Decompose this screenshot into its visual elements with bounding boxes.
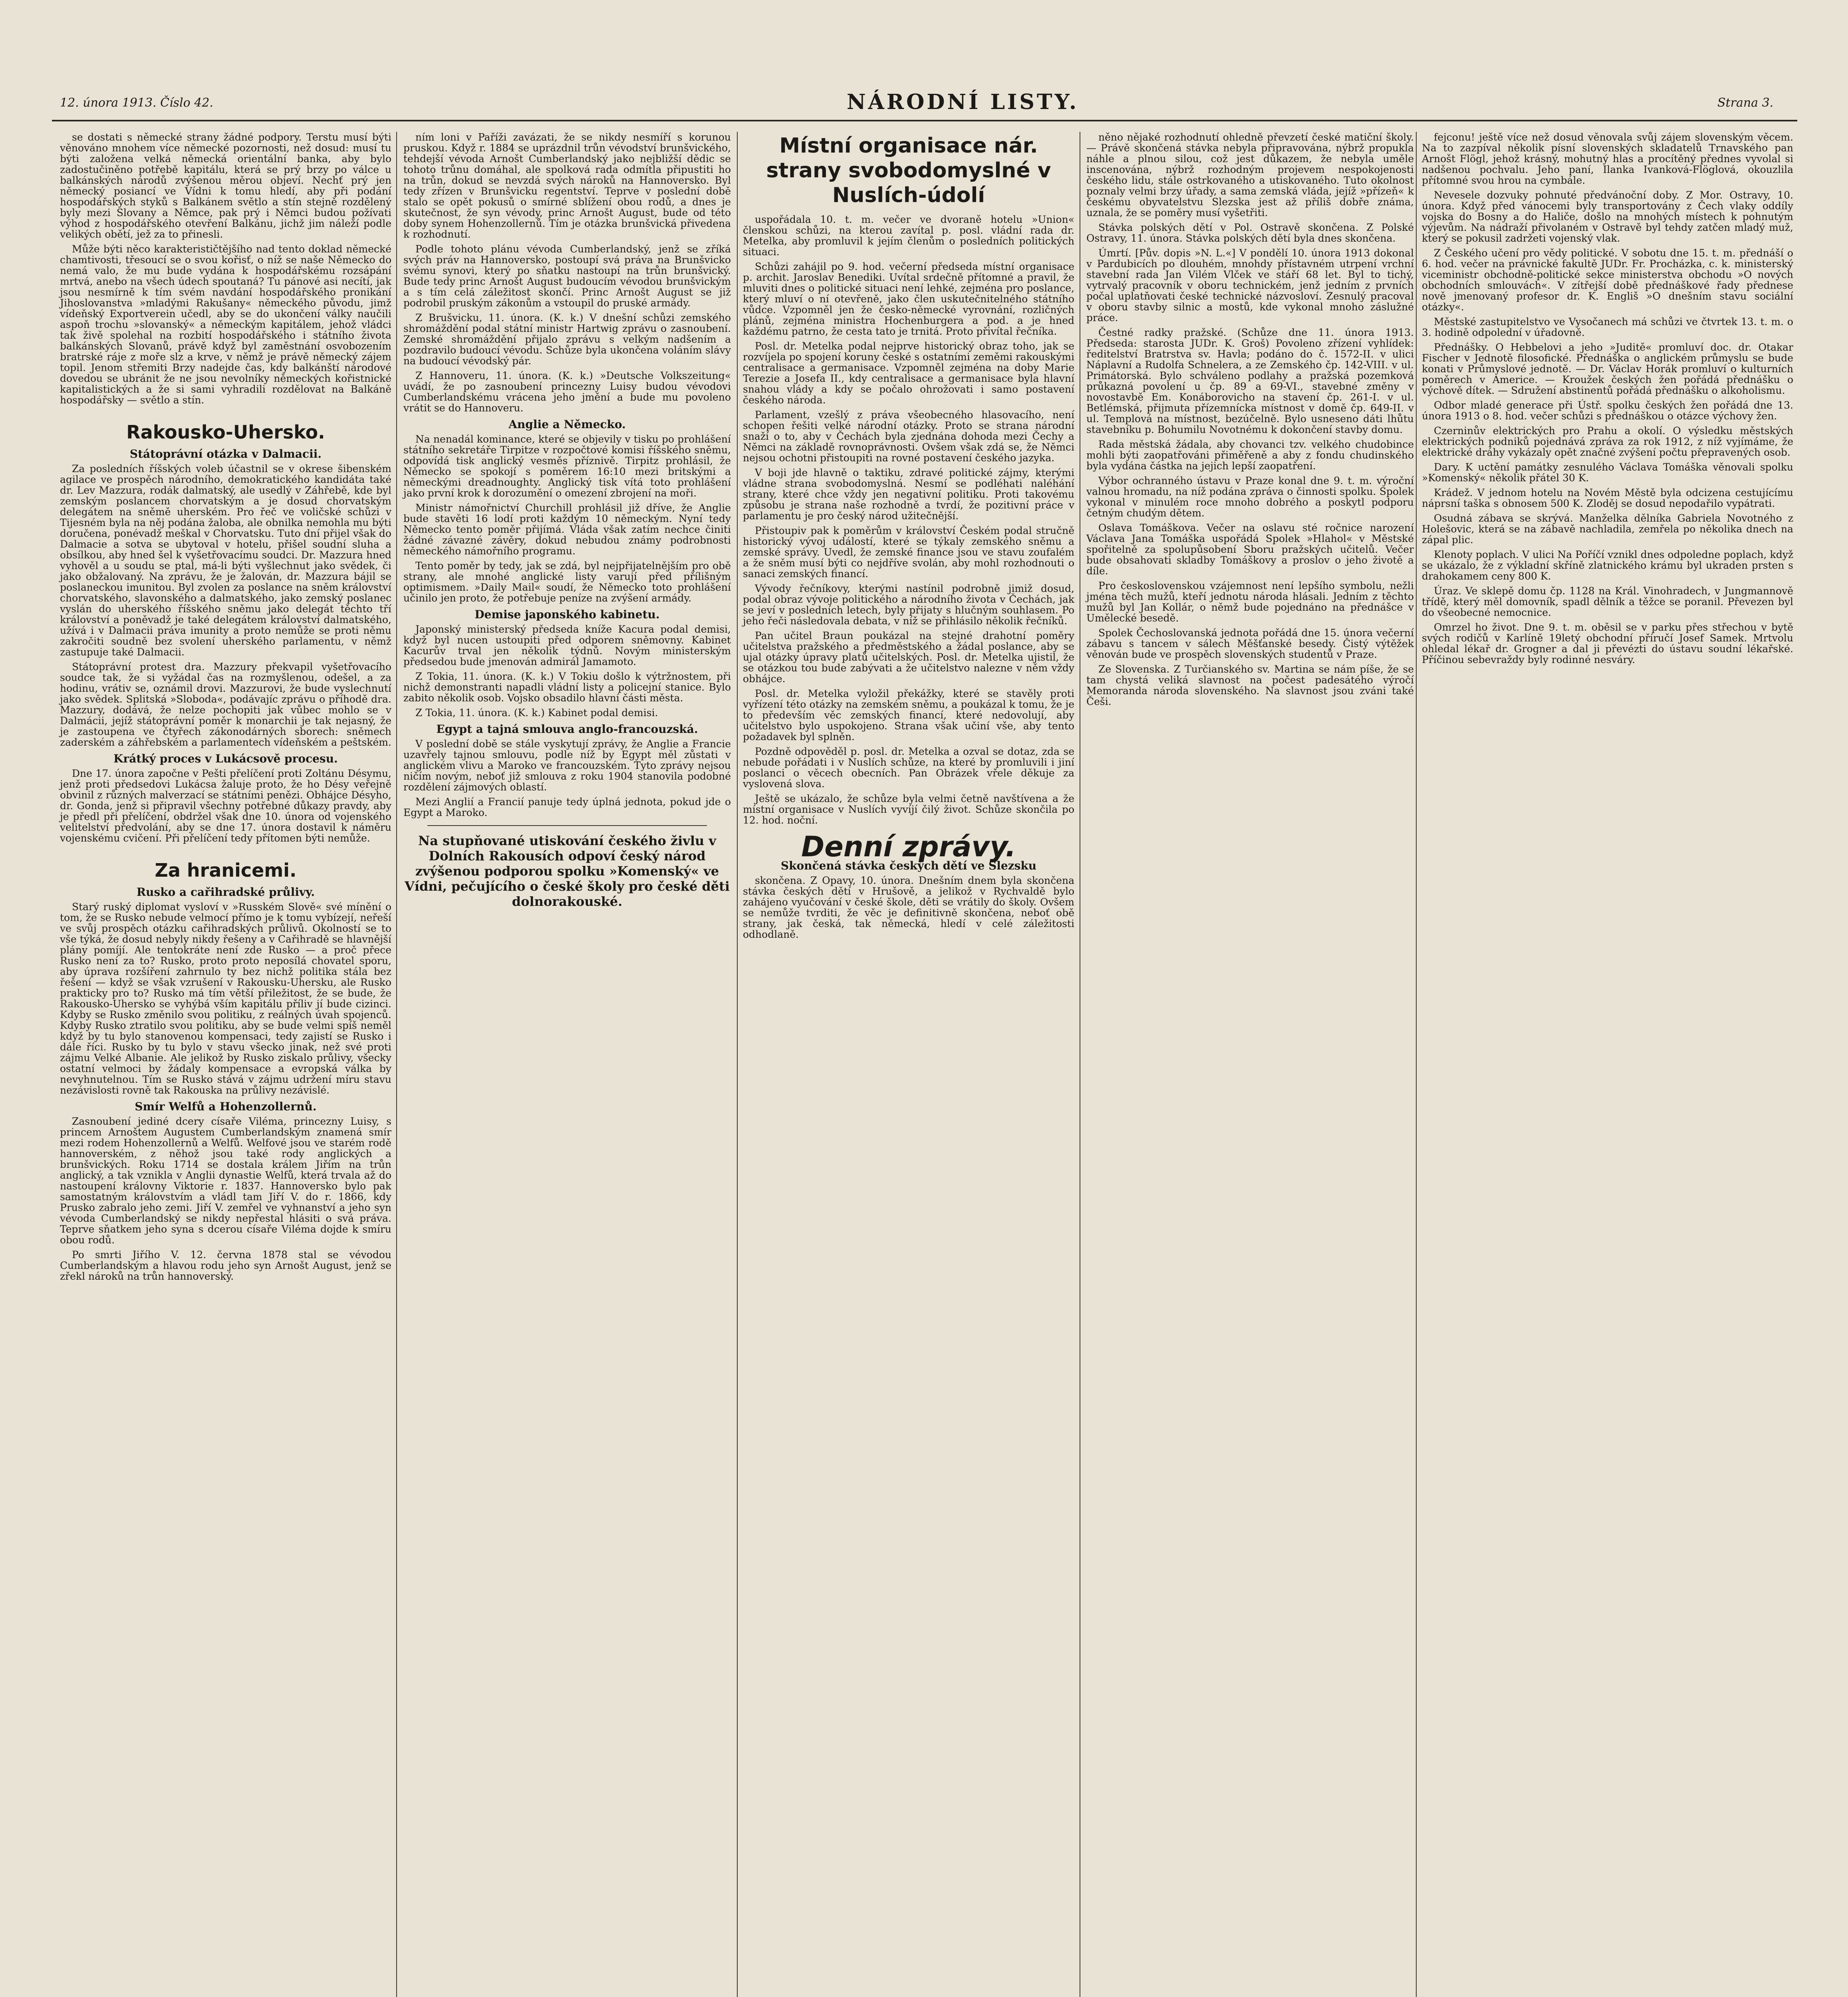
article-paragraph: Úraz. Ve sklepě domu čp. 1128 na Král. Vinohradech, v Jungmannově třídě, který měl domovník, spadl dělník a těžce se poranil. Převezen byl do všeobecné nemocnice. [1422, 585, 1793, 618]
column-1 [60, 132, 391, 1286]
article-paragraph: Z Tokia, 11. února. (K. k.) Kabinet podal demisi. [415, 707, 658, 719]
article-paragraph: Omrzel ho život. Dne 9. t. m. oběsil se v parku přes střechou v bytě svých rodičů v Karlíně 19letý obchodní příručí Josef Samek. Mrtvolu ohledal lékař dr. Grogner a dal ji převézti do ústavu soudní lékařské. Příčinou sebevraždy byly rodinné nesváry. [1422, 621, 1793, 665]
article-paragraph: Čestné radky pražské. (Schůze dne 11. února 1913. Předseda: starosta JUDr. K. Groš) Povoleno zřízení vyhlídek: ředitelství Bratrstva sv. Havla; podáno do č. 1572-II. v ulici Náplavní a Rudolfa Schnelera, a ze Zemského čp. 142-VIII. v ul. Primátorská. Bylo schváleno podlahy a pražská pozemková průkazná povolení u čp. 89 a 69-VI., stavebné změny v novostavbě Em. Konáborovicho na stavení čp. 261-I. v ul. Betlémská, přijmuta přízemnícka místnost v domě čp. 649-II. v ul. Templová na místnost, bezúčelně. Bylo usneseno dáti lhůtu stavebníku p. Bohumilu Novotnému k dokončení stavby domu. [1086, 327, 1414, 435]
article-paragraph: ním loni v Paříži zavázati, že se nikdy nesmíří s korunou pruskou. Když r. 1884 se uprázdnil trůn vévodství brunšvického, tehdejší vévoda Arnošt Cumberlandský jako nejbližší dědic se tohoto trůnu domáhal, ale spolková rada odmítla připustiti ho na trůn, dokud se nevzdá svých nároků na Hannoversko. Byl tedy zřízen v Brunšvicku regentství. Teprve v poslední době stalo se opět pokusů o smírné sblížení obou rodů, a dnes je skutečnost, že syn vévody, princ Arnošt August, bude od této doby synem Hohenzollernů. Tím je otázka brunšvická přivedena k rozhodnutí. [403, 131, 731, 240]
header-page-number: Strana 3. [1717, 96, 1774, 110]
article-paragraph: fejconu! ještě více než dosud věnovala svůj zájem slovenským věcem. Na to zazpíval několik písní slovenských skladatelů Trnavského pan Arnošt Flögl, jehož krásný, mohutný hlas a procítěný přednes vyvolal si nadšenou pochvalu. Jeho paní, Ilanka Ivanková-Flöglová, okouzlila přítomné svou hrou na cymbále. [1422, 131, 1793, 186]
column-2 [403, 132, 731, 913]
section-heading: Rakousko-Uhersko. [126, 421, 325, 443]
article-paragraph: Parlament, vzešlý z práva všeobecného hlasovacího, není schopen řešiti velké národní otázky. Proto se strana národní snaží o to, aby v Čechách byla zjednána dohoda mezi Čechy a Němci na základě rovnoprávnosti. Ovšem však zdá se, že Němci nejsou ochotni přistoupiti na rovné postavení českého jazyka. [743, 409, 1074, 464]
article-paragraph: Z Brušvicku, 11. února. (K. k.) V dnešní schůzi zemského shromáždění podal státní ministr Hartwig zprávu o zasnoubení. Zemské shromáždění přijalo zprávu s velkým nadšením a pozdravilo budoucí vévodu. Schůze byla ukončena voláním slávy na budoucí vévodský pár. [403, 312, 731, 367]
article-paragraph: Vývody řečníkovy, kterými nastínil podrobně jimiž dosud, podal obraz vývoje politického a národního života v Čechách, jak se jeví v posledních letech, byly přijaty s hlučným souhlasem. Po jeho řeči následovala debata, v níž se přihlásilo několik řečníků. [743, 583, 1074, 627]
article-paragraph: Osudná zábava se skrývá. Manželka dělníka Gabriela Novotného z Holešovic, která se na zábavě nachladila, zemřela po několika dnech na zápal plic. [1422, 512, 1793, 546]
column-3 [743, 132, 1074, 944]
article-paragraph: Klenoty poplach. V ulici Na Poříčí vznikl dnes odpoledne poplach, když se ukázalo, že z výkladní skříně zlatnického krámu byl ukraden prsten s drahokamem ceny 800 K. [1422, 549, 1793, 582]
article-paragraph: Státoprávní protest dra. Mazzury překvapil vyšetřovacího soudce tak, že si vyžádal čas na rozmyšlenou, odešel, a za hodinu, vrátiv se, oznámil drovi. Mazzurovi, že bude vyslechnutí jako svědek. Splitská »Sloboda«, podávajíc zprávu o příhodě dra. Mazzury, dodává, že nelze pochopiti jak vůbec mohlo se v Dalmácii, jejíž státoprávní poměr k monarchii je tak nejasný, že je zastoupena ve čtyřech zákonodárných sborech: sněmech zaderském a záhřebském a parlamentech vídeňském a peštském. [60, 661, 391, 748]
article-paragraph: skončena. Z Opavy, 10. února. Dnešním dnem byla skončena stávka českých dětí v Hrušově, a jelikož v Rychvaldě bylo zahájeno vyučování v české škole, děti se vrátily do školy. Ovšem se nemůže tvrditi, že věc je definitivně skončena, neboť obě strany, jak česká, tak německá, hledí v celé záležitosti odhodlaně. [743, 875, 1074, 940]
article-paragraph: Úmrtí. [Pův. dopis »N. L.«] V pondělí 10. února 1913 dokonal v Pardubicích po dlouhém, mnohdy přístavném utrpení vrchní stavební rada Jan Vilém Vlček ve stáří 68 let. Byl to tichý, vytrvalý pracovník v oboru technickém, jenž jedním z prvních počal uplatňovati české technické názvosloví. Zesnulý pracoval v oboru stavby silnic a mostů, kde vykonal mnoho záslužné práce. [1086, 247, 1414, 324]
article-paragraph: Starý ruský diplomat vysloví v »Rusském Slově« své mínění o tom, že se Rusko nebude velmocí přímo je k tomu vybízejí, neřeší ve svůj prospěch otázku cařihradských průlivů. Okolností se to vše týká, že dosud nebyly nikdy řešeny a v Cařihradě se hlavnější plány pomíjí. Ale tentokráte není zde Rusko — a proč přece Rusko není za to? Rusko, proto proto neposílá chovatel sporu, aby úprava rozšíření zahrnulo ty bez nichž politika stála bez řešení — když se však vzrušení v Rakousku-Uhersku, ale Rusko prakticky pro to? Rusko má tím větší přiležitost, že se bude, že Rakousko-Uhersko se vyhýbá vším kapitálu příliv jí bude cizinci. Kdyby se Rusko změnilo svou politiku, z reálných úvah spojenců. Kdyby Rusko ztratilo svou politiku, aby se bude velmi spíš neměl když by tu bylo stanovenou kompensaci, tedy zajistí se Rusko i dále říci. Rusko by tu bylo v stavu všecko jinak, než své proti zájmu Velké Albanie. Ale jelikož by Rusko ziskalo průlivy, všecky ostatní velmoci by žádaly kompensace a evropská válka by nevyhnutelnou. Tím se Rusko stává v zájmu udržení míru stavu nezávislosti rovně tak Rakouska na průlivy nezávislé. [60, 901, 391, 1096]
article-paragraph: Schůzi zahájil po 9. hod. večerní předseda místní organisace p. archit. Jaroslav Benediki. Uvítal srdečně přítomné a pravil, že mluviti dnes o politické situaci není lehké, zejména pro poslance, který mluví o ní otevřeně, jako člen uskutečnitelného státního vůdce. Vzpomněl jen že česko-německé vyrovnání, rozličných plánů, zejména ministra Hochenburgera a pod. a je hned každému patrno, že cesta tato je trnitá. Proto přivítal řečníka. [743, 261, 1074, 337]
article-paragraph: Výbor ochranného ústavu v Praze konal dne 9. t. m. výroční valnou hromadu, na níž podána zpráva o činnosti spolku. Spolek vykonal v minulém roce mnoho dobrého a poskytl podporu četným chudým dětem. [1086, 475, 1414, 519]
appeal-notice: Na stupňované utiskování českého živlu v Dolních Rakousích odpoví český národ zvýšenou podporou spolku »Komenský« ve Vídni, pečujícího o české školy pro české děti dolnorakouské. [404, 833, 730, 909]
column-5 [1422, 132, 1793, 669]
article-paragraph: Odbor mladé generace při Ústř. spolku českých žen pořádá dne 13. února 1913 o 8. hod. večer schůzi s přednáškou o otázce výchovy žen. [1422, 399, 1793, 422]
article-paragraph: Pan učitel Braun poukázal na stejné drahotní poměry učitelstva pražského a předměstského a žádal poslance, aby se ujal otázky úpravy platů učitelských. Posl. dr. Metelka ujistil, že se otázkou tou bude zabývati a že učitelstvo nalezne v něm vždy obhájce. [743, 630, 1074, 685]
article-paragraph: Posl. dr. Metelka podal nejprve historický obraz toho, jak se rozvíjela po spojení koruny české s ostatními zeměmi rakouskými centralisace a germanisace. Vzpomněl zejména na doby Marie Terezie a Josefa II., kdy centralisace a germanisace byla hlavní snahou vlády a kdy se počalo ohrožovati i samo postavení českého národa. [743, 340, 1074, 406]
column-divider [396, 132, 397, 1997]
article-paragraph: Může býti něco karakterističtějšího nad tento doklad německé chamtivosti, třesoucí se o svou kořisť, o níž se naše Německo do nemá valo, že mu bude vydána k hospodářskému rozsápání mrtvá, anebo na všech údech spoutaná? Tu pánové asi necítí, jak jsou nesmírně k tím svém navdání hospodářského pronikání Jihoslovanstva »mladými Rakušany« německého původu, jimž vídeňský Exportverein učedl, aby se do ukončení války naučili aspoň trochu »slovanský« a německým kapitálem, jehož vládci tak živě spolehal na rozbití hospodářského i státního života balkánských Slovanů, právě když byl zaměstnání osvobozením bratrské ráje z moře slz a krve, v němž je právě německý zájem topil. Jenom střemiti Brzy nadejde čas, kdy balkánští národové dovedou se ubránit že ne jsou nevolníky německých kořistnické kapitalistických a že si sami vyhradili rozdělovat na Balkáně hospodářsky — světlo a stín. [60, 243, 391, 406]
article-paragraph: Nevesele dozvuky pohnuté předvánoční doby. Z Mor. Ostravy, 10. února. Když před vánocemi byly transportovány z Čech vlaky oddíly vojska do Bosny a do Haliče, došlo na mnohých místech k pohnutým výjevům. Na nádraží přivolaném v Ostravě byl tehdy zatčen mladý muž, který se pokusil zadržeti vojenský vlak. [1422, 189, 1793, 244]
article-paragraph: Městské zastupitelstvo ve Vysočanech má schůzi ve čtvrtek 13. t. m. o 3. hodině odpolední v úřadovně. [1422, 316, 1793, 338]
article-heading: Demise japonského kabinetu. [474, 608, 660, 621]
article-paragraph: Zasnoubení jediné dcery císaře Viléma, princezny Luisy, s princem Arnoštem Augustem Cumberlandským znamená smír mezi rodem Hohenzollernů a Welfů. Welfové jsou ve starém rodě hannoverském, z něhož jsou také rody anglických a brunšvických. Roku 1714 se dostala králem Jiřím na trůn anglický, a tak vznikla v Anglii dynastie Welfů, která trvala až do nastoupení královny Viktorie r. 1837. Hannoversko bylo pak samostatným královstvím a vládl tam Jiří V. do r. 1866, kdy Prusko zabralo jeho zemi. Jiří V. zemřel ve vyhnanství a jeho syn vévoda Cumberlandský se nikdy nepřestal hlásiti o svá práva. Teprve sňatkem jeho syna s dcerou císaře Viléma dojde k smíru obou rodů. [60, 1116, 391, 1246]
article-heading: Smír Welfů a Hohenzollernů. [135, 1100, 317, 1113]
article-paragraph: Na nenadál kominance, které se objevily v tisku po prohlášení státního sekretáře Tirpitze v rozpočtové komisi říšského sněmu, odpovídá tisk anglický vesměs příznivě. Tirpitz prohlásil, že Německo se spokojí s poměrem 16:10 mezi britskými a německými dreadnoughty. Anglický tisk vítá toto prohlášení jako první krok k dorozumění o omezení zbrojení na moři. [403, 433, 731, 499]
article-paragraph: uspořádala 10. t. m. večer ve dvoraně hotelu »Union« členskou schůzi, na kterou zavítal p. posl. vládní rada dr. Metelka, aby promluvil k jejím členům o posledních politických situaci. [743, 214, 1074, 258]
article-paragraph: Ze Slovenska. Z Turčianského sv. Martina se nám píše, že se tam chystá veliká slavnost na počest padesátého výročí Memoranda národa slovenského. Na slavnost jsou zváni také Češi. [1086, 663, 1414, 707]
article-paragraph: Podle tohoto plánu vévoda Cumberlandský, jenž se zříká svých práv na Hannoversko, postoupí svá práva na Brunšvicko svému synovi, který po sňatku nastoupí na trůn brunšvický. Bude tedy princ Arnošt August budoucím vévodou brunšvickým a s tím celá záležitost skončí. Princ Arnošt August se již podrobil pruským zákonům a vstoupil do pruské armády. [403, 243, 731, 309]
article-paragraph: Po smrti Jiřího V. 12. června 1878 stal se vévodou Cumberlandským a hlavou rodu jeho syn Arnošt August, jenž se zřekl nároků na trůn hannoverský. [60, 1249, 391, 1282]
column-4 [1086, 132, 1414, 711]
header-rule [52, 120, 1797, 121]
article-heading: Státoprávní otázka v Dalmacii. [129, 447, 322, 461]
article-paragraph: něno nějaké rozhodnutí ohledně převzetí české matiční školy. — Právě skončená stávka nebyla připravována, nýbrž propukla náhle a plnou silou, což jest důkazem, že nebyla uměle inscenována, nýbrž rozhodným projevem nespokojenosti českého lidu, stále ostrkovaného a utiskovaného. Tuto okolnost poznaly velmi brzy úřady, a sama zemská vláda, jejíž »přízeň« k českému obyvatelstvu Slezska jest až příliš dobře známa, uznala, že se poměry musí vyšetřiti. [1086, 131, 1414, 218]
article-paragraph: Za posledních říšských voleb účastnil se v okrese šibenském agilace ve prospěch národního, demokratického kandidáta také dr. Lev Mazzura, rodák dalmatský, ale usedlý v Záhřebě, kde byl zemským poslancem chorvatským a je dosud chorvatským delegátem na sněmě uherském. Pro řeč ve voličské schůzi v Tijesném byla na něj podána žaloba, ale obnilka nemohla mu býti doručena, ponévadž meškal v Chorvatsku. Tuto dní přijel však do Dalmacie a sotva se ubytoval v hotelu, přišel soudní sluha a obsílkou, aby hned šel k vyšetřovacímu soudci. Dr. Mazzura hned vyhověl a u soudu se ptal, má-li býti vyšlechnut jako svědek, či jako obžalovaný. Na zprávu, že je žalován, dr. Mazzura bájil se poslaneckou imunitou. Byl zvolen za poslance na sněm království chorvatského, slavonského a dalmatského, jako zemský poslanec vyslán do uherského říšského sněmu jako delegát těchto tří království a poněvadž je také delegátem království dalmatského, užívá i v Dalmacii práva imunity a proto nemůže se proti němu zakročiti soudně bez svolení uherského parlamentu, v němž zastupuje také Dalmacii. [60, 463, 391, 658]
article-paragraph: Oslava Tomáškova. Večer na oslavu sté ročnice narození Václava Jana Tomáška uspořádá Spolek »Hlahol« v Městské spořitelně za spolupůsobení Sboru pražských učitelů. Večer bude obsahovati skladby Tomáškovy a proslov o jeho životě a díle. [1086, 522, 1414, 577]
article-paragraph: Stávka polských dětí v Pol. Ostravě skončena. Z Polské Ostravy, 11. února. Stávka polských dětí byla dnes skončena. [1086, 222, 1414, 244]
article-paragraph: Japonský ministerský předseda kníže Kacura podal demisi, když byl nucen ustoupiti před odporem sněmovny. Kabinet Kacurův trval jen několik týdnů. Novým ministerským předsedou bude jmenován admirál Jamamoto. [403, 623, 731, 667]
header-date: 12. února 1913. Číslo 42. [60, 96, 213, 110]
article-paragraph: se dostati s německé strany žádné podpory. Terstu musí býti věnováno mnohem více německé pozornosti, než dosud: musí tu býti založena velká německá orientální banka, aby bylo zadostučiněno potřebě kapitálu, která se prý brzy po válce u balkánských národů zvýšenou měrou objeví. Nechť prý jen německý posiancí ve Vídni k tomu hledí, aby při podání hospodářských styků s Balkánem světlo a stín stejně rozdělený byly mezi Slovany a Němce, pak prý i Němci budou požívati výhod z hospodářského otevření Balkánu, jichž jim náleží podle velikých obětí, jež za to přinesli. [60, 131, 391, 240]
article-paragraph: Ještě se ukázalo, že schůze byla velmi četně navštívena a že místní organisace v Nuslích vyvíjí čilý život. Schůze skončila po 12. hod. noční. [743, 793, 1074, 826]
article-paragraph: Krádež. V jednom hotelu na Novém Městě byla odcizena cestujícímu náprsní taška s obnosem 500 K. Zloděj se dosud nepodařilo vypátrati. [1422, 487, 1793, 509]
article-paragraph: Z Hannoveru, 11. února. (K. k.) »Deutsche Volkszeitung« uvádí, že po zasnoubení princezny Luisy budou vévodovi Cumberlandskému vrácena jeho jmění a bude mu povoleno vrátit se do Hannoveru. [403, 370, 731, 414]
masthead-title: NÁRODNÍ LISTY. [847, 90, 1079, 114]
article-paragraph: Tento poměr by tedy, jak se zdá, byl nejpřijatelnějším pro obě strany, ale mnohé anglické listy varují před přílišným optimismem. »Daily Mail« soudí, že Německo toto prohlášení učinilo jen proto, že potřebuje peníze na zvýšení armády. [403, 560, 731, 604]
article-paragraph: Dne 17. února započne v Pešti přelíčení proti Zoltánu Désymu, jenž proti předsedovi Lukácsa žaluje proto, že ho Désy veřejně obvinil z různých malverzací se státními penězi. Obhájce Désyho, dr. Gonda, jenž si připravil všechny potřebné důkazy pravdy, aby je předl při přelíčení, obdržel však dne 10. února od vojenského velitelství předvolání, aby se dne 17. února dostavil k náměru vojenskému cvičení. Při přelíčení tedy přítomen býti nemůže. [60, 768, 391, 844]
article-headline: Místní organisace nár. strany svobodomyslné v Nuslích-údolí [766, 134, 1051, 207]
article-heading: Rusko a cařihradské průlivy. [136, 885, 315, 899]
article-paragraph: Přistoupiv pak k poměrům v království Českém podal stručně historický vývoj událostí, které se týkaly zemského sněmu a zemské správy. Uvedl, že zemské finance jsou ve stavu zoufalém a že sněm musí býti co nejdříve svolán, aby mohl rozhodnouti o sanaci zemských financí. [743, 525, 1074, 580]
article-heading: Egypt a tajná smlouva anglo-francouzská. [436, 723, 698, 736]
article-paragraph: V poslední době se stále vyskytují zprávy, že Anglie a Francie uzavřely tajnou smlouvu, podle níž by Egypt měl zůstati v anglickém vlivu a Maroko ve francouzském. Tyto zprávy nejsou ničím novým, neboť již smlouva z roku 1904 stanovila podobné rozdělení zájmových oblastí. [403, 738, 731, 793]
column-divider [737, 132, 738, 1997]
article-heading: Krátký proces v Lukácsově procesu. [113, 752, 338, 765]
article-heading: Anglie a Německo. [508, 418, 626, 431]
article-paragraph: Z Českého učení pro vědy politické. V sobotu dne 15. t. m. přednáší o 6. hod. večer na právnické fakultě JUDr. Fr. Procházka, c. k. ministerský viceministr obchodně-politické sekce ministerstva obchodu »O nových obchodních smlouvách«. V zítřejší době přednáškové řady přednese nově jmenovaný profesor dr. K. Engliš »O dnešním stavu sociální otázky«. [1422, 247, 1793, 313]
column-divider [1416, 132, 1417, 1997]
article-paragraph: Z Tokia, 11. února. (K. k.) V Tokiu došlo k výtržnostem, při nichž demonstranti napadli vládní listy a policejní stanice. Bylo zabito několik osob. Vojsko obsadilo hlavní části města. [403, 671, 731, 704]
article-paragraph: Rada městská žádala, aby chovanci tzv. velkého chudobince mohli býti zaopatřováni přiměřeně a aby z fondu chudinského byla vydána částka na jejich lepší zaopatření. [1086, 439, 1414, 472]
article-paragraph: Spolek Čechoslovanská jednota pořádá dne 15. února večerní zábavu s tancem v sálech Měšťanské besedy. Čistý výtěžek věnován bude ve prospěch slovenských studentů v Praze. [1086, 627, 1414, 660]
article-paragraph: Czerninův elektrických pro Prahu a okolí. O výsledku městských elektrických podniků pojednává zpráva za rok 1912, z níž vyjímáme, že elektrické dráhy vykázaly opět značné zvýšení počtu přepravených osob. [1422, 425, 1793, 458]
article-paragraph: Ministr námořnictví Churchill prohlásil již dříve, že Anglie bude stavěti 16 lodí proti každým 10 německým. Nyní tedy Německo tento poměr přijímá. Vláda však zatím nechce činiti žádné závazné závěry, dokud nebudou známy podrobnosti německého námořního programu. [403, 502, 731, 557]
article-paragraph: Posl. dr. Metelka vyložil překážky, které se stavěly proti vyřízení této otázky na zemském sněmu, a poukázal k tomu, že je to především věc zemských financí, které nedovolují, aby učitelstvo bylo uspokojeno. Strana však učiní vše, aby tento požadavek byl splněn. [743, 688, 1074, 742]
article-paragraph: Přednášky. O Hebbelovi a jeho »Juditě« promluví doc. dr. Otakar Fischer v Jednotě filosofické. Přednáška o anglickém průmyslu se bude konati v Průmyslové jednotě. — Dr. Václav Horák promluví o kulturních poměrech v Americe. — Kroužek českých žen pořádá přednášku o výchově dítek. — Sdružení abstinentů pořádá přednášku o alkoholismu. [1422, 341, 1793, 396]
article-paragraph: Pro československou vzájemnost není lepšího symbolu, nežli jména těch mužů, kteří jednotu národa hlásali. Jedním z těchto mužů byl Jan Kollár, o němž bude pojednáno na přednášce v Umělecké besedě. [1086, 580, 1414, 624]
divider [427, 825, 707, 826]
article-paragraph: Pozdně odpověděl p. posl. dr. Metelka a ozval se dotaz, zda se nebude pořádati i v Nuslích schůze, na které by promluvili i jiní poslanci o věcech obecních. Pan Obrázek vřele děkuje za vyslovená slova. [743, 746, 1074, 790]
section-heading: Za hranicemi. [155, 860, 297, 881]
article-paragraph: Mezi Anglií a Francií panuje tedy úplná jednota, pokud jde o Egypt a Maroko. [403, 796, 731, 818]
section-heading-denni-zpravy: Denní zprávy. [801, 830, 1016, 863]
article-paragraph: Dary. K uctění památky zesnulého Václava Tomáška věnovali spolku »Komenský« několik přátel 30 K. [1422, 461, 1793, 484]
article-paragraph: V boji jde hlavně o taktiku, zdravé politické zájmy, kterými vládne strana svobodomyslná. Nesmí se podléhati naléhání strany, které chce vždy jen negativní politiku. Proti takovému způsobu je strana naše rozhodně a tvrdí, že pozitivní práce v parlamentu je pro český národ užitečnější. [743, 467, 1074, 522]
article-heading: Skončená stávka českých dětí ve Slezsku [780, 859, 1037, 872]
